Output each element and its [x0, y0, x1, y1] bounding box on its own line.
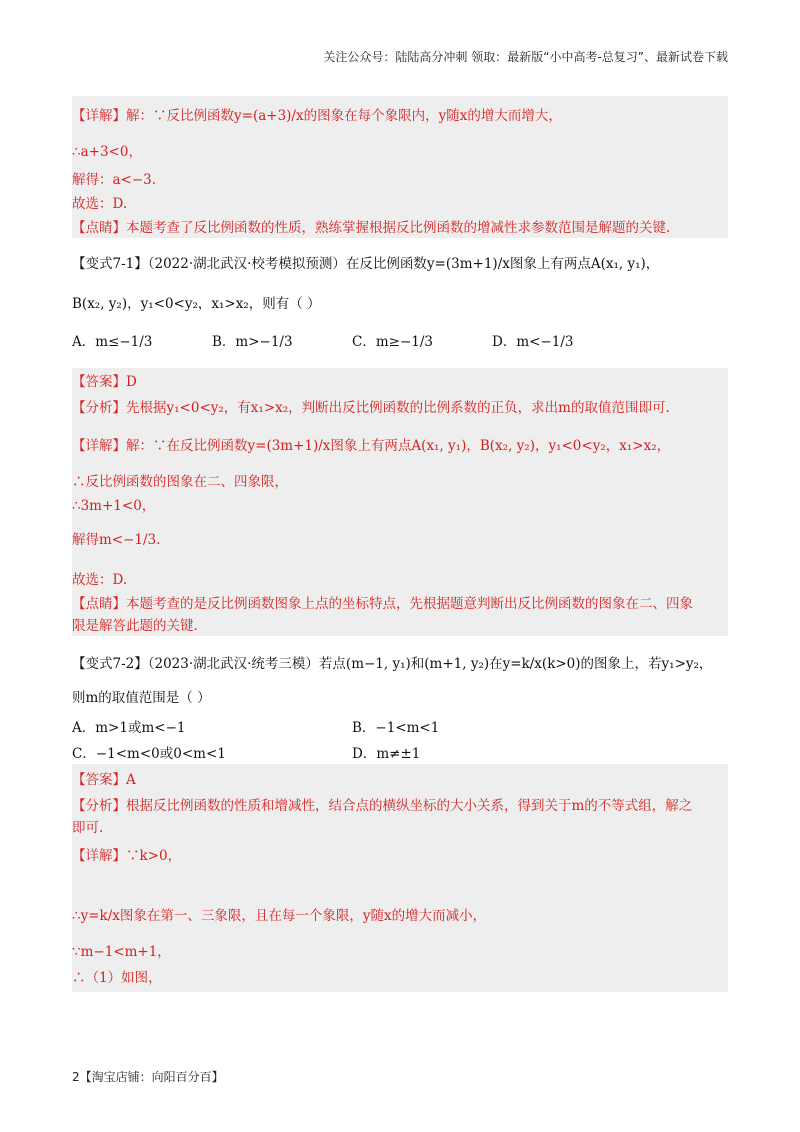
answer-line: 【答案】D: [72, 374, 137, 390]
graph-property-line: ∴y=k/x图象在第一、三象限，且在每一个象限，y随x的增大而减小，: [72, 908, 487, 924]
detail-line: 【详解】解：∵在反比例函数y=(3m+1)/x图象上有两点A(x₁, y₁)，B(x₂, y₂)，y₁<0<y₂，x₁>x₂，: [72, 438, 671, 454]
case-line: ∴（1）如图，: [72, 970, 162, 986]
variant-7-1-question: 【变式7-1】（2022·湖北武汉·校考模拟预测）在反比例函数y=(3m+1)/x图象上有两点A(x₁, y₁)，: [72, 256, 660, 272]
detail-line: 【详解】∵k>0，: [72, 848, 182, 864]
quadrant-line: ∴反比例函数的图象在二、四象限，: [72, 474, 288, 490]
deduction-line: ∴a+3<0，: [72, 144, 142, 160]
option-c: C．−1<m<0或0<m<1: [72, 746, 226, 762]
variant-7-1-options: [72, 330, 728, 360]
answer-line: 【答案】A: [72, 772, 136, 788]
analysis-line-cont: 即可.: [72, 820, 104, 836]
option-c: C．m≥−1/3: [352, 334, 433, 350]
option-d: D．m<−1/3: [492, 334, 574, 350]
inequality-line: ∴3m+1<0，: [72, 498, 156, 514]
page-header: 关注公众号：陆陆高分冲刺 领取：最新版“小中高考-总复习”、最新试卷下载: [323, 50, 728, 64]
variant-7-2-question: 【变式7-2】（2023·湖北武汉·统考三模）若点(m−1, y₁)和(m+1, y₂)在y=k/x(k>0)的图象上，若y₁>y₂，: [72, 656, 713, 672]
comment-line: 【点睛】本题考查的是反比例函数图象上点的坐标特点，先根据题意判断出反比例函数的图象在二、四象: [72, 596, 693, 612]
choice-line: 故选：D.: [72, 196, 128, 212]
option-a: A．m>1或m<−1: [72, 720, 186, 736]
variant-7-2-question-cont: 则m的取值范围是（ ）: [72, 690, 211, 706]
comment-line: 【点睛】本题考查了反比例函数的性质，熟练掌握根据反比例函数的增减性求参数范围是解题的关键.: [72, 220, 671, 236]
variant-7-2-options-row-2: [72, 742, 728, 762]
comparison-line: ∵m−1<m+1，: [72, 944, 171, 960]
option-a: A．m≤−1/3: [72, 334, 153, 350]
variant-7-1-question-cont: B(x₂, y₂)，y₁<0<y₂，x₁>x₂，则有（ ）: [72, 296, 321, 312]
option-b: B．−1<m<1: [352, 720, 440, 736]
option-d: D．m≠±1: [352, 746, 421, 762]
option-b: B．m>−1/3: [212, 334, 293, 350]
comment-line-cont: 限是解答此题的关键.: [72, 618, 198, 634]
detail-line: 【详解】解：∵反比例函数y=(a+3)/x的图象在每个象限内，y随x的增大而增大，: [72, 108, 562, 124]
analysis-line: 【分析】根据反比例函数的性质和增减性，结合点的横纵坐标的大小关系，得到关于m的不等式组，解之: [72, 798, 693, 814]
page-footer: 2【淘宝店铺：向阳百分百】: [72, 1070, 224, 1084]
analysis-line: 【分析】先根据y₁<0<y₂，有x₁>x₂，判断出反比例函数的比例系数的正负，求出m的取值范围即可.: [72, 400, 670, 416]
solve-line: 解得m<−1/3.: [72, 532, 161, 548]
variant-7-2-options-row-1: [72, 716, 728, 736]
solve-line: 解得：a<−3.: [72, 172, 157, 188]
choice-line: 故选：D.: [72, 572, 128, 588]
